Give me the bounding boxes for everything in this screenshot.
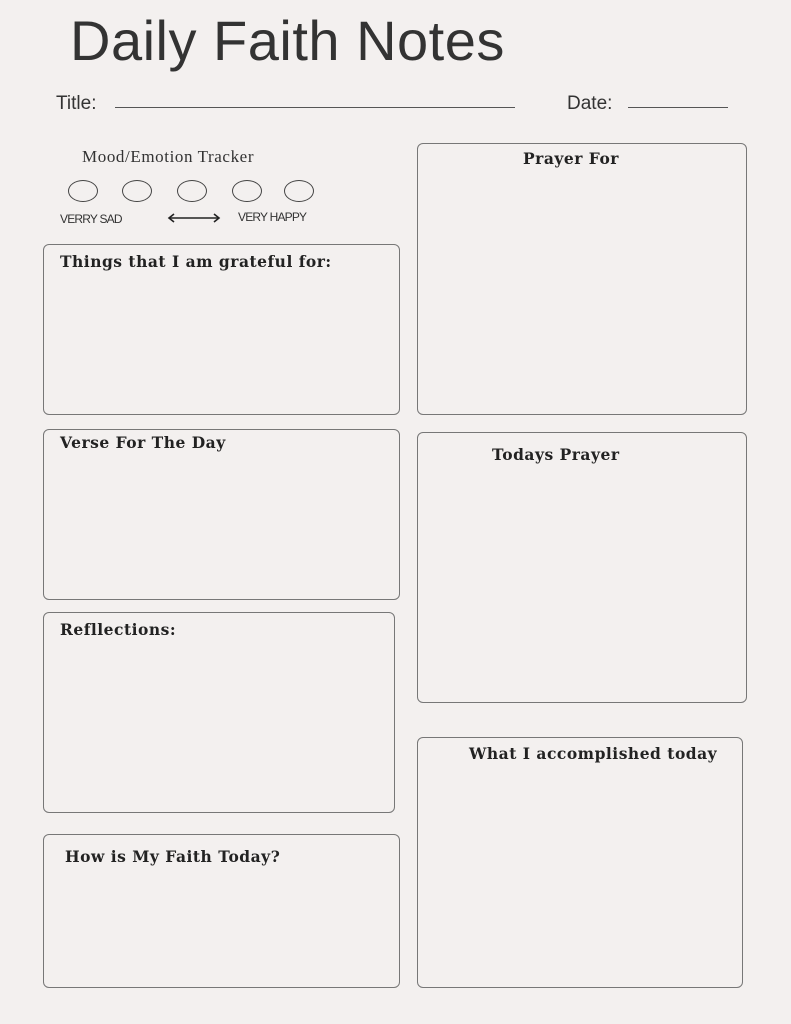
verse-heading: Verse For The Day — [60, 433, 226, 452]
title-input-line[interactable] — [115, 107, 515, 108]
date-label: Date: — [567, 93, 613, 114]
todays-prayer-box[interactable] — [417, 432, 747, 703]
accomplished-heading: What I accomplished today — [469, 744, 718, 763]
title-label: Title: — [56, 93, 97, 114]
page-title: Daily Faith Notes — [70, 9, 505, 72]
mood-tracker-title: Mood/Emotion Tracker — [82, 147, 255, 166]
mood-option-2[interactable] — [122, 180, 152, 202]
mood-option-5[interactable] — [284, 180, 314, 202]
grateful-heading: Things that I am grateful for: — [60, 252, 332, 271]
mood-high-label: VERY HAPPY — [238, 210, 307, 224]
prayer-for-box[interactable] — [417, 143, 747, 415]
accomplished-box[interactable] — [417, 737, 743, 988]
reflections-box[interactable] — [43, 612, 395, 813]
date-input-line[interactable] — [628, 107, 728, 108]
faith-box[interactable] — [43, 834, 400, 988]
mood-option-3[interactable] — [177, 180, 207, 202]
mood-option-4[interactable] — [232, 180, 262, 202]
mood-low-label: VERRY SAD — [60, 212, 122, 226]
double-arrow-icon — [166, 212, 222, 224]
todays-prayer-heading: Todays Prayer — [492, 445, 620, 464]
mood-option-1[interactable] — [68, 180, 98, 202]
faith-heading: How is My Faith Today? — [65, 847, 281, 866]
grateful-box[interactable] — [43, 244, 400, 415]
reflections-heading: Refllections: — [60, 620, 177, 639]
prayer-for-heading: Prayer For — [523, 149, 619, 168]
verse-box[interactable] — [43, 429, 400, 600]
